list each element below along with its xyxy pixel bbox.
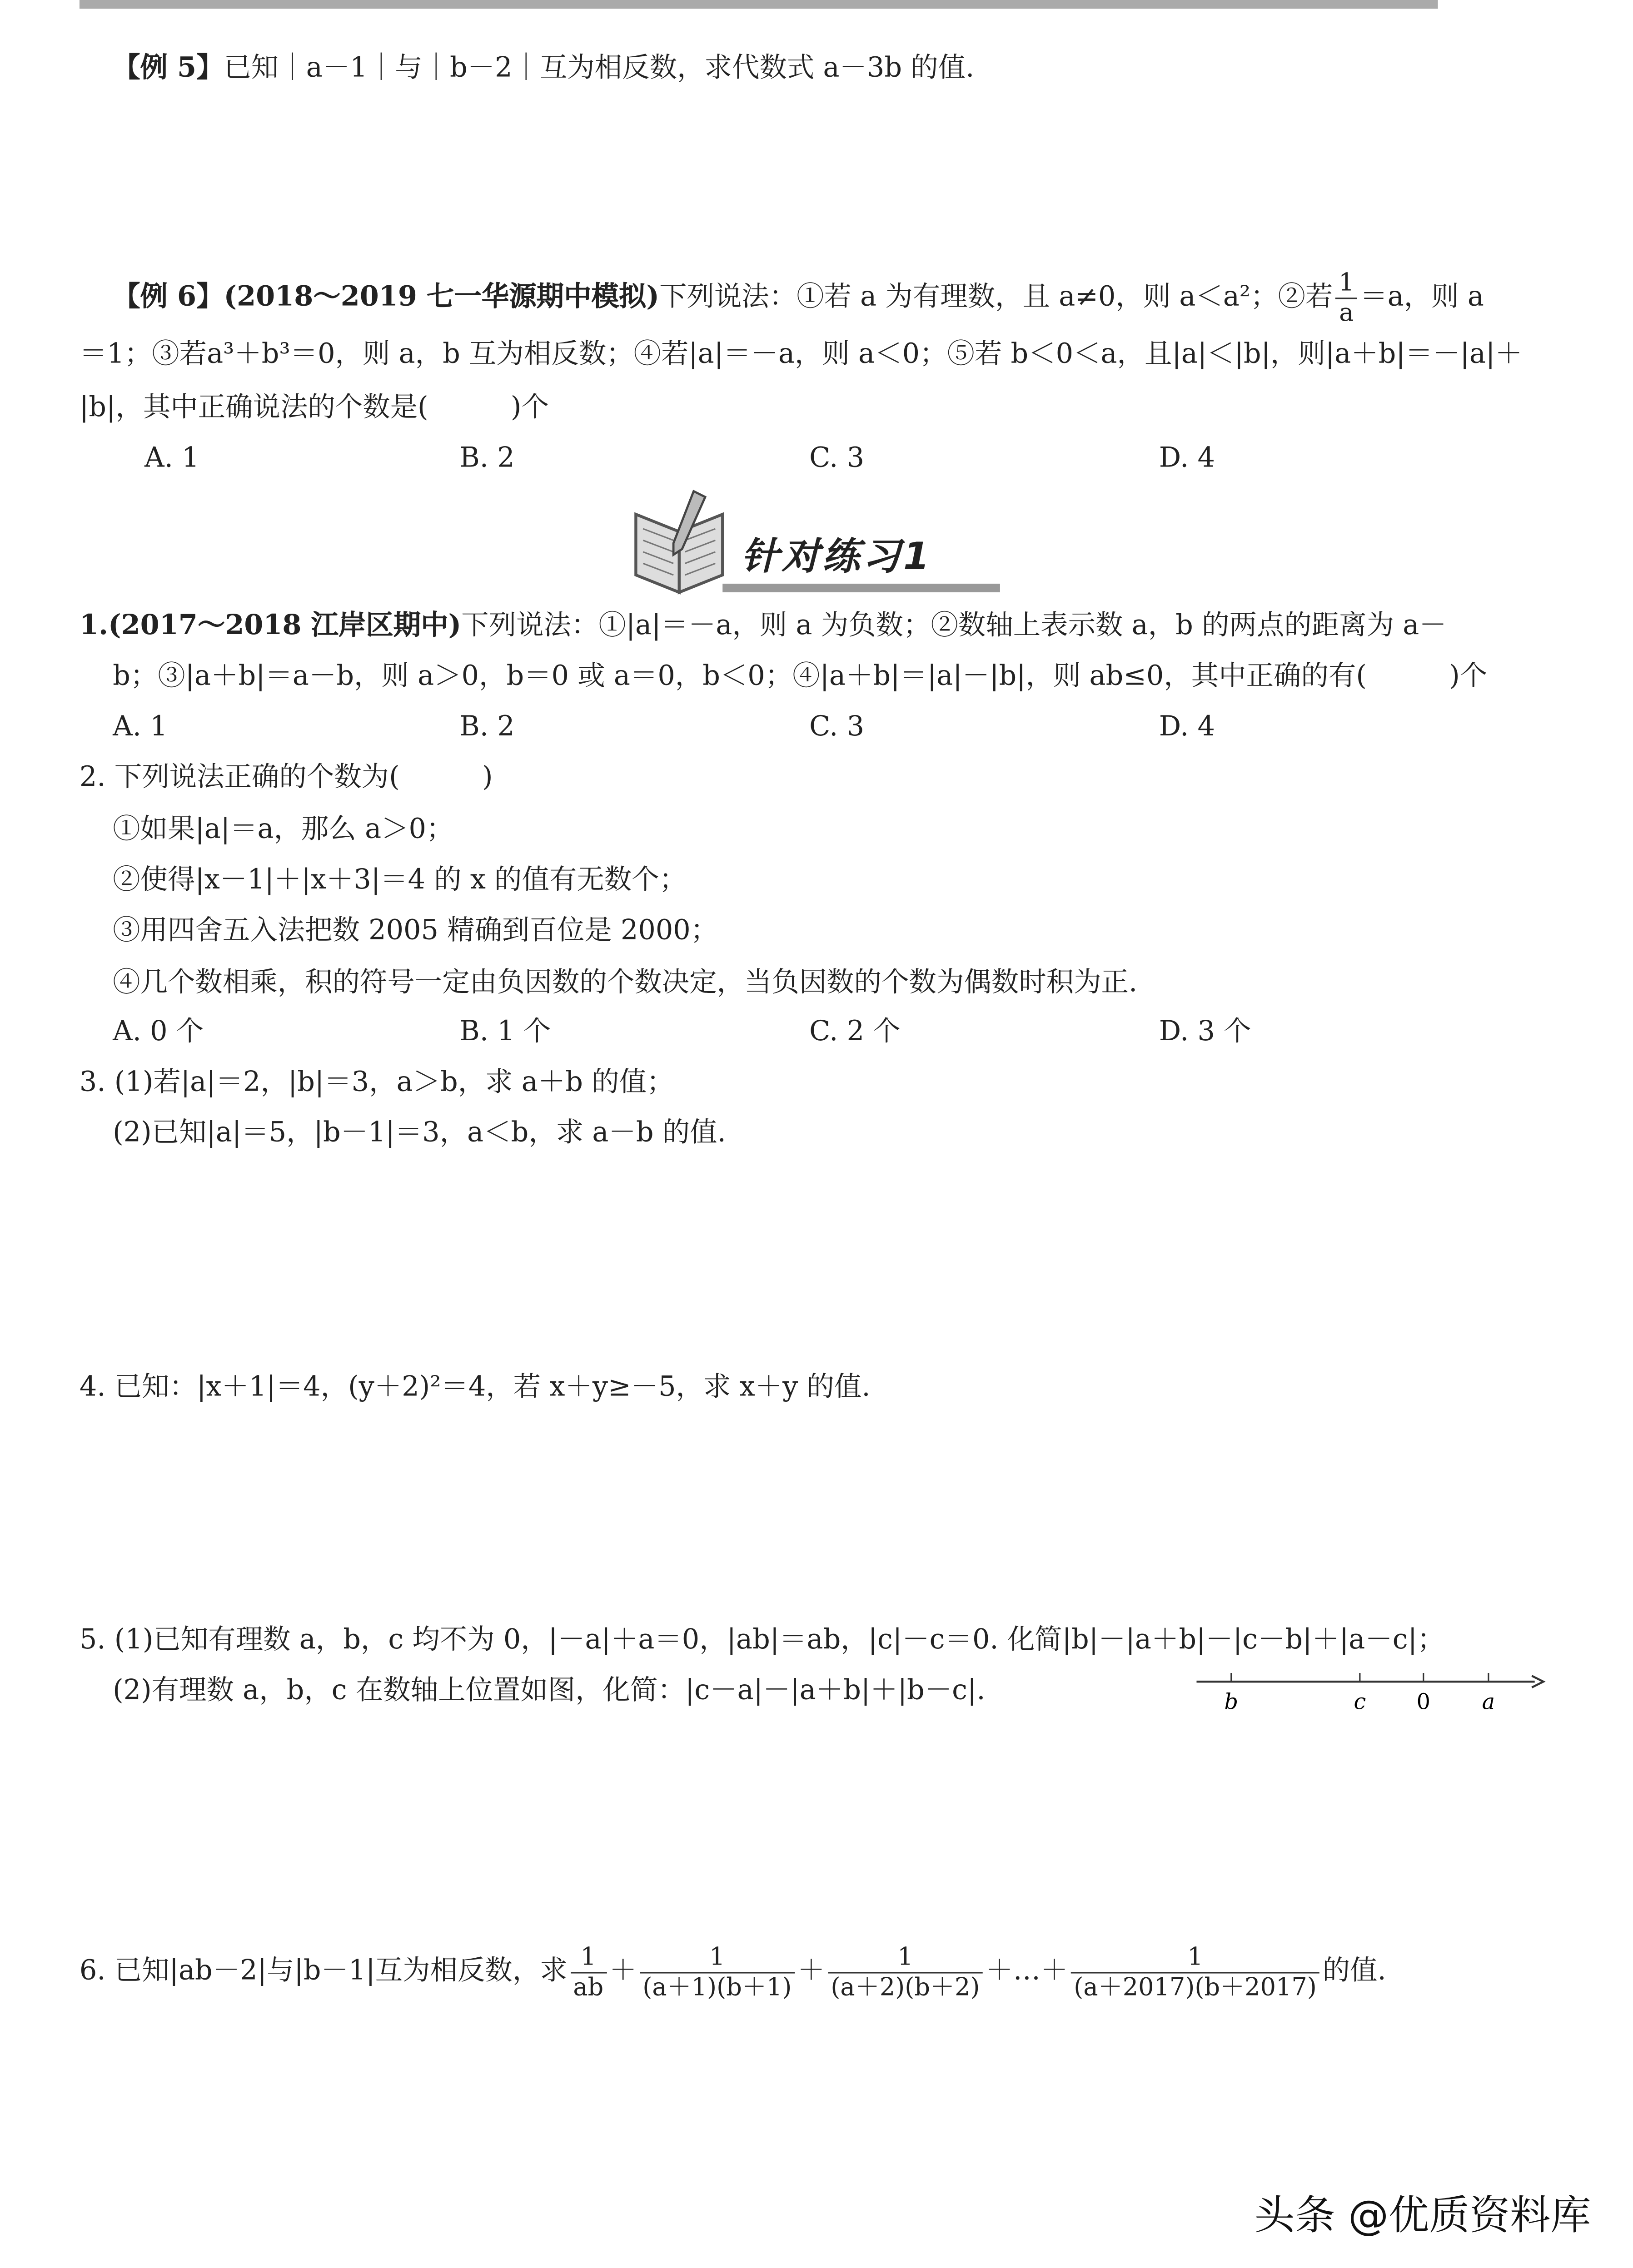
text: 的值. xyxy=(1322,1955,1386,1987)
fraction xyxy=(1336,269,1357,328)
text: 6. 已知|ab－2|与|b－1|互为相反数，求 xyxy=(79,1955,568,1987)
option-c: C. 3 xyxy=(809,710,865,743)
denominator: (a＋2017)(b＋2017) xyxy=(1074,1972,1317,2002)
denominator: (a＋1)(b＋1) xyxy=(642,1972,792,2002)
text: 下列说法：①|a|＝－a，则 a 为负数；②数轴上表示数 a，b 的两点的距离为 a－ xyxy=(461,610,1447,642)
example-label: 【例 5】 xyxy=(113,52,224,84)
q6-line xyxy=(80,1936,1386,2005)
option-c: C. 2 个 xyxy=(809,1015,901,1047)
plus: ＋ xyxy=(797,1955,825,1987)
option-d: D. 4 xyxy=(1159,710,1215,743)
q1-line-2: b；③|a＋b|＝a－b，则 a＞0，b＝0 或 a＝0，b＜0；④|a＋b|＝|a|－|b|，则 ab≤0，其中正确的有( )个 xyxy=(113,660,1488,692)
example-text: 已知｜a－1｜与｜b－2｜互为相反数，求代数式 a－3b 的值. xyxy=(224,52,975,84)
q2-item-2: ②使得|x－1|＋|x＋3|＝4 的 x 的值有无数个； xyxy=(113,864,687,896)
q1-line-1 xyxy=(80,608,1447,643)
label-b: b xyxy=(1224,1689,1239,1715)
plus: ＋ xyxy=(609,1955,637,1987)
denominator: a xyxy=(1339,299,1354,328)
label-c: c xyxy=(1354,1689,1366,1715)
fraction-term xyxy=(640,1942,795,2001)
example-5 xyxy=(113,50,974,85)
q4-line-1: 4. 已知：|x＋1|＝4，(y＋2)²＝4，若 x＋y≥－5，求 x＋y 的值. xyxy=(79,1371,871,1403)
numerator: 1 xyxy=(570,1942,607,1973)
example-source: (2018～2019 七一华源期中模拟) xyxy=(224,281,659,313)
option-d: D. 3 个 xyxy=(1159,1015,1251,1047)
header-decoration-bar xyxy=(80,0,1438,9)
q2-line-1: 2. 下列说法正确的个数为( ) xyxy=(79,761,493,794)
q5-line-1: 5. (1)已知有理数 a，b，c 均不为 0，|－a|＋a＝0，|ab|＝ab，|c|－c＝0. 化简|b|－|a＋b|－|c－b|＋|a－c|； xyxy=(79,1623,1445,1656)
fraction-term xyxy=(570,1942,607,2001)
text: 下列说法：①若 a 为有理数，且 a≠0，则 a＜a²；②若 xyxy=(659,281,1333,313)
option-a: A. 1 xyxy=(144,442,199,474)
question-number: 1. xyxy=(79,610,109,642)
numerator: 1 xyxy=(1336,269,1357,299)
question-source: (2017～2018 江岸区期中) xyxy=(108,610,462,642)
q3-line-1: 3. (1)若|a|＝2，|b|＝3，a＞b，求 a＋b 的值； xyxy=(79,1066,674,1098)
ellipsis: ＋…＋ xyxy=(986,1955,1068,1987)
option-a: A. 1 xyxy=(113,710,168,743)
option-b: B. 2 xyxy=(459,710,515,743)
example-label: 【例 6】 xyxy=(113,281,224,313)
denominator: (a＋2)(b＋2) xyxy=(831,1972,980,2002)
option-b: B. 1 个 xyxy=(459,1015,551,1047)
label-0: 0 xyxy=(1416,1689,1430,1715)
section-title: 针对练习1 xyxy=(741,536,932,580)
q2-item-3: ③用四舍五入法把数 2005 精确到百位是 2000； xyxy=(113,914,718,947)
section-underline xyxy=(722,584,1000,592)
option-b: B. 2 xyxy=(459,442,515,474)
book-pencil-icon xyxy=(630,488,734,598)
fraction-term xyxy=(828,1942,983,2001)
numerator: 1 xyxy=(1071,1942,1319,1973)
text: ＝a，则 a xyxy=(1360,281,1484,313)
example-6-line-3: |b|，其中正确说法的个数是( )个 xyxy=(79,391,549,423)
q2-item-1: ①如果|a|＝a，那么 a＞0； xyxy=(113,813,454,845)
number-line-diagram xyxy=(1194,1662,1546,1719)
fraction-term xyxy=(1071,1942,1319,2001)
q2-item-4: ④几个数相乘，积的符号一定由负因数的个数决定，当负因数的个数为偶数时积为正. xyxy=(113,966,1138,998)
q5-line-2: (2)有理数 a，b，c 在数轴上位置如图，化简：|c－a|－|a＋b|＋|b－c|. xyxy=(113,1674,986,1707)
denominator: ab xyxy=(573,1972,604,2002)
numerator: 1 xyxy=(640,1942,795,1973)
option-c: C. 3 xyxy=(809,442,865,474)
option-d: D. 4 xyxy=(1159,442,1215,474)
example-6-line-1 xyxy=(113,269,1484,328)
watermark: 头条 @优质资料库 xyxy=(1254,2191,1591,2239)
label-a: a xyxy=(1482,1689,1495,1715)
option-a: A. 0 个 xyxy=(113,1015,204,1047)
example-6-line-2: ＝1；③若a³＋b³＝0，则 a，b 互为相反数；④若|a|＝－a，则 a＜0；⑤若 b＜0＜a，且|a|＜|b|，则|a＋b|＝－|a|＋ xyxy=(79,338,1523,370)
q3-line-2: (2)已知|a|＝5，|b－1|＝3，a＜b，求 a－b 的值. xyxy=(113,1117,726,1149)
numerator: 1 xyxy=(828,1942,983,1973)
